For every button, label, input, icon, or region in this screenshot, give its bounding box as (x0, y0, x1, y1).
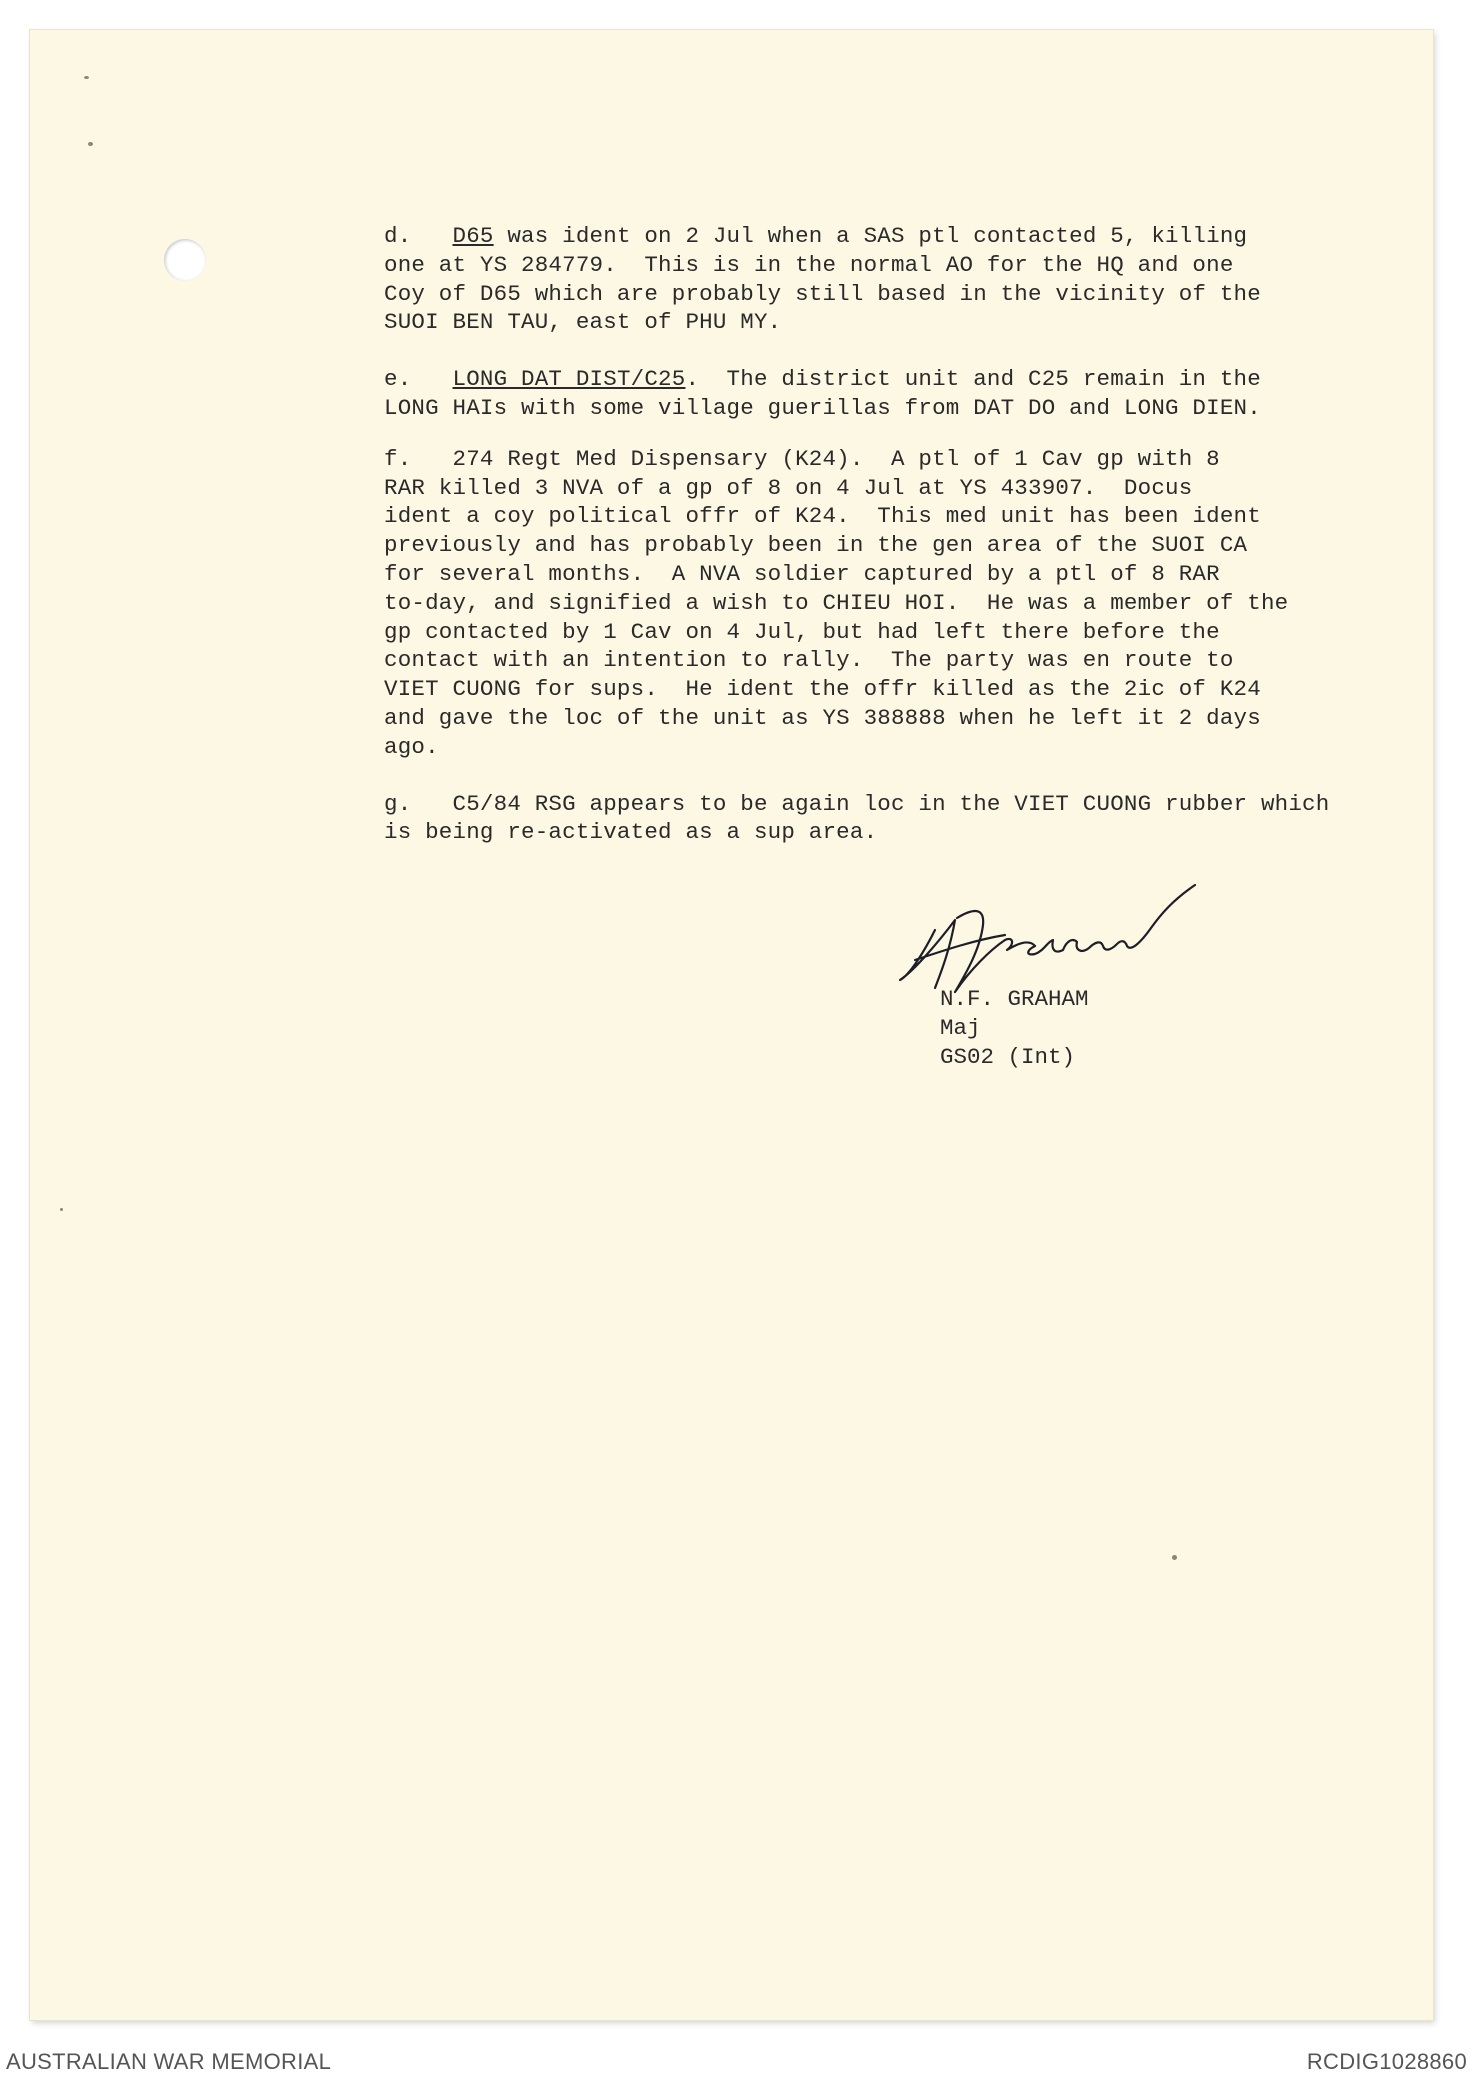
paragraph-f-line3: ident a coy political offr of K24. This med unit has been ident (384, 503, 1261, 530)
footer-record-id: RCDIG1028860 (1306, 2049, 1467, 2074)
document-page (30, 30, 1433, 2020)
paragraph-f-line9: VIET CUONG for sups. He ident the offr killed as the 2ic of K24 (384, 676, 1261, 703)
paragraph-e-lead: e. (384, 366, 453, 393)
paragraph-e-line1: . The district unit and C25 remain in the (685, 366, 1261, 393)
paragraph-f-line7: gp contacted by 1 Cav on 4 Jul, but had left there before the (384, 618, 1220, 645)
paragraph-f-line8: contact with an intention to rally. The party was en route to (384, 647, 1234, 674)
paragraph-f-line5: for several months. A NVA soldier captured by a ptl of 8 RAR (384, 560, 1220, 587)
paragraph-d-line2: one at YS 284779. This is in the normal AO for the HQ and one (384, 251, 1234, 278)
handwritten-signature (895, 880, 1205, 1000)
paragraph-d-lead: d. (384, 223, 453, 249)
paper-speck (88, 142, 93, 146)
paragraph-f-line1: f. 274 Regt Med Dispensary (K24). A ptl of 1 Cav gp with 8 (384, 445, 1220, 472)
footer-archive-name: AUSTRALIAN WAR MEMORIAL (6, 2049, 332, 2074)
paragraph-d-line4: SUOI BEN TAU, east of PHU MY. (384, 309, 782, 336)
paragraph-e-line2: LONG HAIs with some village guerillas from DAT DO and LONG DIEN. (384, 394, 1261, 421)
paper-speck (1172, 1555, 1177, 1560)
paragraph-e (384, 365, 1384, 423)
paragraph-f-line4: previously and has probably been in the gen area of the SUOI CA (384, 532, 1248, 559)
signature-block (940, 985, 1089, 1071)
paragraph-d (384, 222, 1384, 337)
paragraph-f-line2: RAR killed 3 NVA of a gp of 8 on 4 Jul at YS 433907. Docus (384, 474, 1193, 501)
paragraph-f-line10: and gave the loc of the unit as YS 388888 when he left it 2 days (384, 704, 1261, 731)
paragraph-g (384, 790, 1384, 848)
paper-speck (60, 1208, 63, 1211)
paragraph-f-line6: to-day, and signified a wish to CHIEU HOI. He was a member of the (384, 589, 1289, 616)
paragraph-g-line2: is being re-activated as a sup area. (384, 819, 878, 846)
paragraph-f-line11: ago. (384, 733, 439, 760)
paragraph-f (384, 445, 1384, 762)
paragraph-d-line1: was ident on 2 Jul when a SAS ptl contacted 5, killing (493, 223, 1248, 249)
paper-speck (84, 76, 89, 79)
paragraph-e-title: LONG DAT DIST/C25 (452, 366, 686, 393)
signatory-appointment: GS02 (Int) (940, 1043, 1076, 1070)
paragraph-d-line3: Coy of D65 which are probably still based in the vicinity of the (384, 280, 1261, 307)
punch-hole (164, 239, 206, 281)
signatory-rank: Maj (940, 1014, 981, 1041)
memo-body (384, 222, 1384, 875)
paragraph-g-line1: g. C5/84 RSG appears to be again loc in the VIET CUONG rubber which (384, 790, 1330, 817)
signatory-name: N.F. GRAHAM (940, 986, 1089, 1012)
paragraph-d-title: D65 (452, 223, 494, 249)
